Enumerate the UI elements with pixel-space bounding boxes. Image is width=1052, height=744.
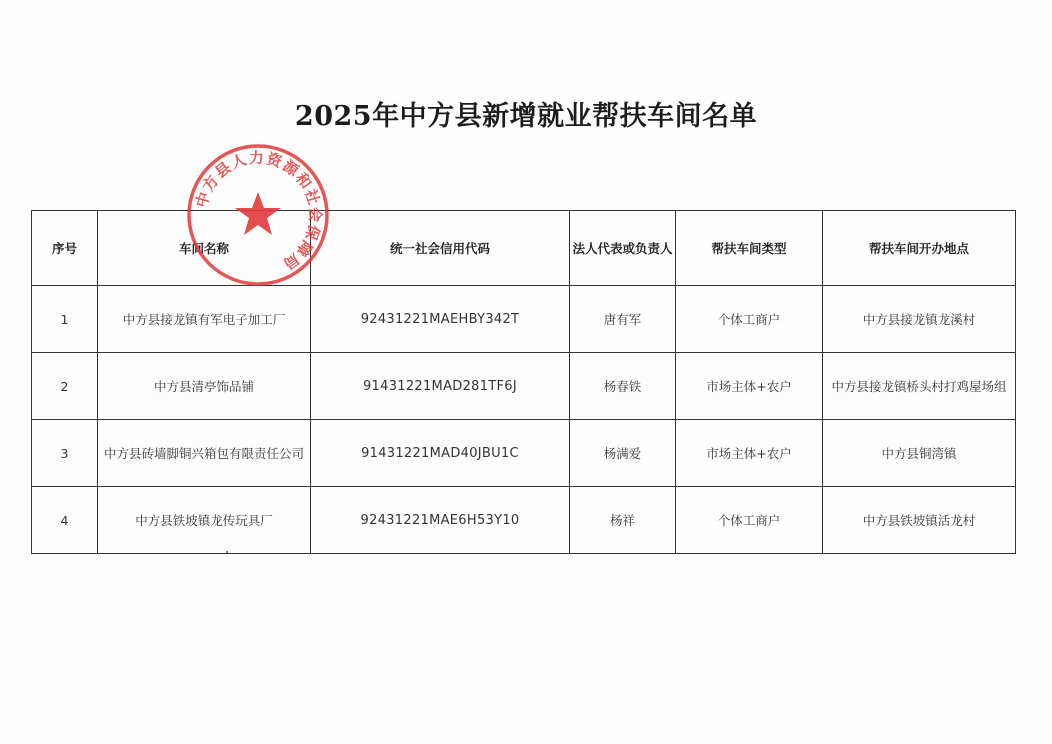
- cell-workshop-location: 中方县接龙镇龙溪村: [823, 286, 1016, 353]
- cell-workshop-type: 个体工商户: [676, 487, 823, 554]
- cell-workshop-name: 中方县清亭饰品铺: [98, 353, 311, 420]
- cell-credit-code: 92431221MAE6H53Y10: [311, 487, 570, 554]
- workshop-table: [31, 210, 1016, 554]
- table-row: [32, 286, 1016, 353]
- cell-serial-number: 3: [32, 420, 98, 487]
- cell-serial-number: 1: [32, 286, 98, 353]
- document-title: 2025年中方县新增就业帮扶车间名单: [294, 101, 758, 132]
- cell-workshop-name: 中方县接龙镇有军电子加工厂: [98, 286, 311, 353]
- header-workshop-name: 车间名称: [98, 211, 311, 286]
- cell-workshop-name: 中方县铁坡镇龙传玩具厂: [98, 487, 311, 554]
- cell-legal-representative: 杨祥: [570, 487, 676, 554]
- cell-workshop-location: 中方县铁坡镇活龙村: [823, 487, 1016, 554]
- cell-workshop-type: 市场主体+农户: [676, 420, 823, 487]
- svg-text:中方县人力资源和社会保障局: 中方县人力资源和社会保障局: [192, 148, 325, 274]
- table-row: [32, 420, 1016, 487]
- header-legal-representative: 法人代表或负责人: [570, 211, 676, 286]
- cell-workshop-type: 市场主体+农户: [676, 353, 823, 420]
- cell-serial-number: 4: [32, 487, 98, 554]
- header-credit-code: 统一社会信用代码: [311, 211, 570, 286]
- cell-workshop-location: 中方县接龙镇桥头村打鸡屋场组: [823, 353, 1016, 420]
- header-workshop-type: 帮扶车间类型: [676, 211, 823, 286]
- cell-workshop-name: 中方县砖墙脚铜兴箱包有限责任公司: [98, 420, 311, 487]
- cell-workshop-type: 个体工商户: [676, 286, 823, 353]
- cell-workshop-location: 中方县铜湾镇: [823, 420, 1016, 487]
- cell-serial-number: 2: [32, 353, 98, 420]
- cell-credit-code: 91431221MAD281TF6J: [311, 353, 570, 420]
- cell-credit-code: 92431221MAEHBY342T: [311, 286, 570, 353]
- header-workshop-location: 帮扶车间开办地点: [823, 211, 1016, 286]
- cell-legal-representative: 杨满爱: [570, 420, 676, 487]
- cell-credit-code: 91431221MAD40JBU1C: [311, 420, 570, 487]
- table-row: [32, 487, 1016, 554]
- scan-speck: [226, 551, 228, 553]
- header-serial-number: 序号: [32, 211, 98, 286]
- table-row: [32, 353, 1016, 420]
- cell-legal-representative: 唐有军: [570, 286, 676, 353]
- table-header-row: [32, 211, 1016, 286]
- cell-legal-representative: 杨春铁: [570, 353, 676, 420]
